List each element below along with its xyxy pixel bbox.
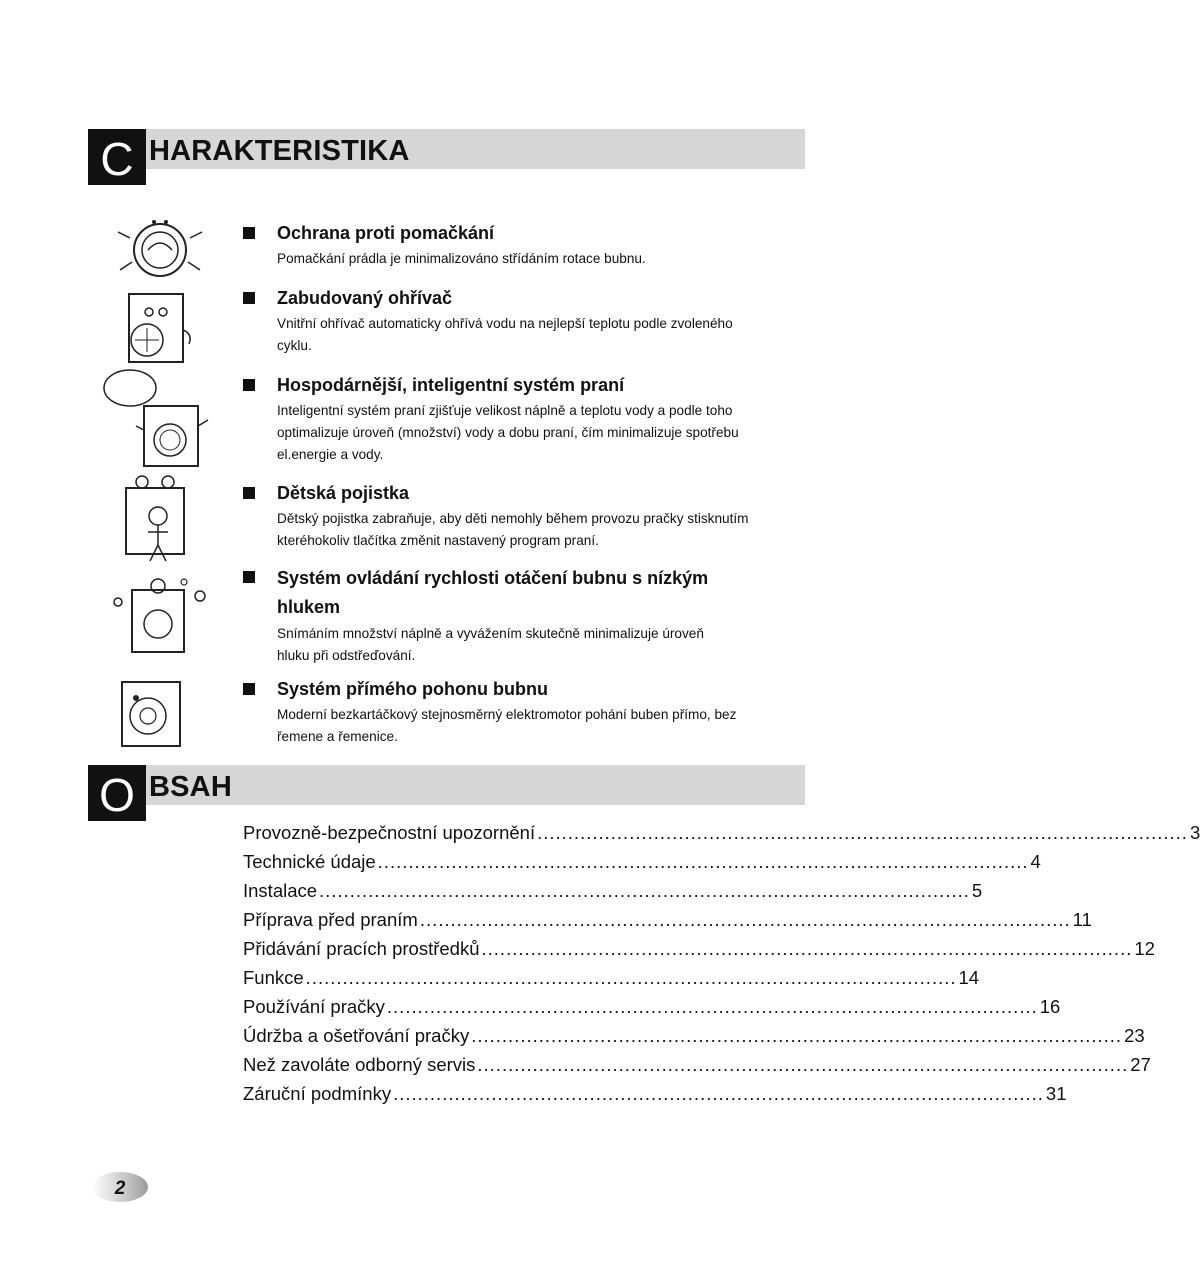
header-initial-letter: O [88,765,146,821]
toc-entry-title: Záruční podmínky [243,1083,392,1104]
feature-description: Moderní bezkartáčkový stejnosměrný elektromotor pohání buben přímo, bez řemene a řemenice. [277,707,737,744]
feature-title: Systém přímého pohonu bubnu [277,679,548,699]
toc-entry-page: 5 [971,880,983,901]
feature-item [243,285,763,357]
toc-entry-page: 16 [1039,996,1061,1017]
direct-drive-illustration-icon [112,676,192,750]
toc-entry-page: 27 [1130,1054,1151,1075]
toc-entry-page: 12 [1134,938,1155,959]
low-noise-illustration-icon [110,576,210,656]
feature-description: Inteligentní systém praní zjišťuje velikost náplně a teplotu vody a podle toho optimalizuje úroveň (množství) vody a dobu praní, čím minimalizuje spotřebu el.energie a vody. [277,403,739,462]
toc-entry-title: Než zavoláte odborný servis [243,1054,476,1075]
toc-entry[interactable]: Záruční podmínky .......................................................................................................... 31 [243,1079,765,1108]
toc-entry[interactable]: Než zavoláte odborný servis .......................................................................................................... 27 [243,1050,765,1079]
smart-wash-illustration-icon [100,366,212,470]
features-section-header [88,129,805,185]
table-of-contents [243,818,1200,1108]
toc-entry[interactable]: Funkce .......................................................................................................... 14 [243,963,765,992]
page-number: 2 [114,1178,126,1199]
child-lock-illustration-icon [118,474,194,570]
bullet-square-icon [243,571,255,583]
bullet-square-icon [243,683,255,695]
feature-item [243,372,763,466]
toc-entry-title: Instalace [243,880,318,901]
heater-illustration-icon [105,290,205,368]
bullet-square-icon [243,379,255,391]
feature-item [243,480,763,552]
feature-description: Vnitřní ohřívač automaticky ohřívá vodu na nejlepší teplotu podle zvoleného cyklu. [277,316,733,353]
header-bar [144,765,805,805]
toc-entry-title: Údržba a ošetřování pračky [243,1025,470,1046]
toc-entry-title: Přidávání pracích prostředků [243,938,480,959]
toc-entry-title: Používání pračky [243,996,385,1017]
toc-entry-page: 31 [1045,1083,1067,1104]
toc-entry[interactable]: Přidávání pracích prostředků .......................................................................................................... 12 [243,934,765,963]
page-number-badge [88,1170,148,1204]
header-initial-letter: C [88,129,146,185]
feature-title: Dětská pojistka [277,483,410,503]
toc-entry-title: Funkce [243,967,304,988]
feature-description: Dětský pojistka zabraňuje, aby děti nemohly během provozu pračky stisknutím kteréhokoliv tlačítka změnit nastavený program praní. [277,511,749,548]
toc-entry-page: 23 [1124,1025,1145,1046]
toc-entry[interactable]: Technické údaje .......................................................................................................... 4 [243,847,765,876]
feature-title: Ochrana proti pomačkání [277,223,495,243]
toc-entry-page: 4 [1030,851,1041,872]
toc-entry-page: 14 [958,967,980,988]
bullet-square-icon [243,227,255,239]
feature-description: Snímáním množství náplně a vyvážením skutečně minimalizuje úroveň hluku při odstřeďování. [277,626,704,663]
toc-entry[interactable]: Provozně-bezpečnostní upozornění .......................................................................................................... 3 [243,818,765,847]
feature-title: Systém ovládání rychlosti otáčení bubnu s nízkým hlukem [277,568,709,617]
toc-entry-title: Příprava před praním [243,909,418,930]
feature-title: Hospodárnější, inteligentní systém praní [277,375,625,395]
toc-entry-title: Technické údaje [243,851,376,872]
toc-entry-title: Provozně-bezpečnostní upozornění [243,822,536,843]
feature-title: Zabudovaný ohřívač [277,288,453,308]
contents-section-header [88,765,805,821]
features-section-title: HARAKTERISTIKA [149,135,410,167]
bullet-square-icon [243,292,255,304]
toc-entry[interactable]: Údržba a ošetřování pračky .......................................................................................................... 23 [243,1021,765,1050]
toc-entry-page: 11 [1072,909,1092,930]
feature-item [243,676,763,748]
toc-entry[interactable]: Používání pračky .......................................................................................................... 16 [243,992,765,1021]
bullet-square-icon [243,487,255,499]
feature-item [243,220,763,270]
contents-section-title: BSAH [149,771,232,803]
drum-rotation-illustration-icon [110,212,210,284]
feature-item [243,564,713,667]
toc-entry[interactable]: Instalace .......................................................................................................... 5 [243,876,765,905]
feature-description: Pomačkání prádla je minimalizováno střídáním rotace bubnu. [277,251,646,266]
toc-entry[interactable]: Příprava před praním .......................................................................................................... 11 [243,905,765,934]
toc-entry-page: 3 [1189,822,1200,843]
